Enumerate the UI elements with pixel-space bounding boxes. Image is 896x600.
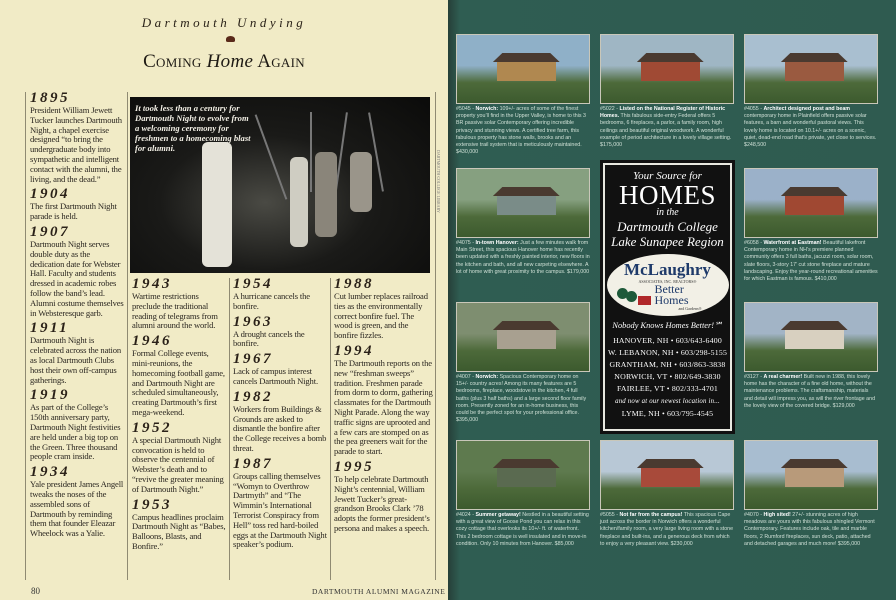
listing-caption xyxy=(600,512,734,548)
timeline-column-4 xyxy=(334,274,434,534)
section-kicker: Dartmouth Undying xyxy=(141,15,307,30)
listing-photo xyxy=(744,34,878,104)
listing-caption xyxy=(456,106,590,156)
timeline-year: 1994 xyxy=(334,342,374,359)
timeline-column-1 xyxy=(30,88,126,539)
mclaughry-ad xyxy=(603,163,732,431)
page-number: 80 xyxy=(31,586,40,596)
listing-id: #4007 - xyxy=(456,374,476,380)
ad-line: in the xyxy=(656,207,679,218)
listing-text: Nestled in a beautiful setting with a great view of Goose Pond you can relax in this cozy cottage that overlooks its 10+/- ft. of waterfront. This 2 bedroom cottage is well insulated and in move-in condition. Only 10 minutes from Hanover. $85,000 xyxy=(456,512,589,547)
leaf-ornament-icon xyxy=(226,36,235,42)
dartmouth-night-photo xyxy=(130,97,430,273)
listing-text: Beautiful lakefront Contemporary home in NH’s premiere planned community offers 3 full baths, jacuzzi room, solar room, slate floors, 3-story 17’ cut stone fireplace and mature landscaping. Enjoy the year-round recreational amenities for which Eastman is famous. $410,000 xyxy=(744,240,878,283)
photo-caption: It took less than a century for Dartmouth Night to evolve from a welcoming ceremony for freshmen to a homecoming blast for alumni. xyxy=(135,103,251,153)
timeline-text: Formal College events, mini-reunions, the homecoming football game, and Dartmouth Night are scheduled simultaneously, creating Dartmouth’s first mega-weekend. xyxy=(132,348,225,417)
column-rule xyxy=(127,92,128,580)
office-list xyxy=(605,335,730,395)
listing-text: Just a few minutes walk from Main Street, this spacious Hanover home has recently been updated with a freshly painted interior, new floors in the kitchen and bath, and all new carpeting elsewhere. A lot of home with great proximity to the campus. $179,000 xyxy=(456,240,590,275)
listing-head: Listed on the National Register of Historic Homes. xyxy=(600,106,726,120)
listing-head: Waterfront at Eastman! xyxy=(763,240,822,246)
column-rule xyxy=(229,278,230,580)
listing-caption xyxy=(744,240,878,283)
listing-head: A real charmer! xyxy=(763,374,803,380)
listing-text: 27+/- stunning acres of high meadows are yours with this fabulous shingled Vermont Contemporary. Features include oak, tile and marble floors, 2 Rumford fireplaces, sun deck, patio, attached and detached garages and much more! $395,000 xyxy=(744,512,875,547)
listing-photo xyxy=(456,302,590,372)
bhg-logo: Better xyxy=(654,282,684,296)
timeline-text: Lack of campus interest cancels Dartmouth Night. xyxy=(233,366,318,386)
listing-text: This fabulous side-entry Federal offers 5 bedrooms, 6 fireplaces, a parlor, a family room, high ceilings and beautiful original woodwork. A wonderful example of period architecture in a lovely village setting. $175,000 xyxy=(600,113,732,149)
tree-icon xyxy=(626,291,637,302)
ad-line: Your Source for xyxy=(633,170,702,182)
listing-id: #4075 - xyxy=(456,240,476,246)
brand-name: McLaughry xyxy=(624,260,711,279)
title-part: Coming xyxy=(143,51,207,72)
listing-photo xyxy=(600,440,734,510)
timeline-year: 1943 xyxy=(132,276,172,292)
office-line: NORWICH, VT • 802/649-3830 xyxy=(614,372,721,381)
timeline-column-2 xyxy=(132,274,228,552)
listing-caption xyxy=(744,512,878,548)
timeline-text: A hurricane cancels the bonfire. xyxy=(233,291,310,311)
listing-head: In-town Hanover: xyxy=(475,240,519,246)
bhg-logo: Homes xyxy=(654,293,689,307)
ad-line: Lake Sunapee Region xyxy=(611,234,724,249)
timeline-year: 1919 xyxy=(30,387,70,404)
listing-photo xyxy=(600,34,734,104)
listing-caption xyxy=(744,374,878,410)
listing-head: Norwich: xyxy=(475,374,499,380)
listing-caption xyxy=(744,106,878,149)
timeline-text: Workers from Buildings & Grounds are asked to dismantle the bonfire after the College receives a bomb threat. xyxy=(233,403,327,453)
timeline-year: 1934 xyxy=(30,464,70,481)
listing-id: #5055 - xyxy=(600,512,620,518)
magazine-name: DARTMOUTH ALUMNI MAGAZINE xyxy=(312,587,446,596)
brand-logo xyxy=(607,254,729,316)
column-rule xyxy=(25,92,26,580)
ad-newest: and now at our newest location in... xyxy=(615,398,720,405)
ad-slogan: Nobody Knows Homes Better!℠ xyxy=(612,321,723,330)
timeline-year: 1987 xyxy=(233,455,273,472)
title-part: Again xyxy=(253,51,305,72)
listing-photo xyxy=(744,440,878,510)
ad-line: Dartmouth College xyxy=(617,219,718,234)
timeline-year: 1995 xyxy=(334,458,374,475)
brand-sub: ASSOCIATES, INC. REALTORS® xyxy=(638,279,697,284)
listing-head: Summer getaway! xyxy=(475,512,521,518)
office-line: W. LEBANON, NH • 603/298-5155 xyxy=(607,348,728,357)
listing-caption xyxy=(456,512,590,548)
office-lyme: LYME, NH • 603/795-4545 xyxy=(621,409,714,418)
listing-id: #6058 - xyxy=(744,240,764,246)
timeline-year: 1911 xyxy=(30,320,70,337)
timeline-year: 1963 xyxy=(233,313,273,330)
listing-text: 109+/- acres of some of the finest property you’ll find in the Upper Valley, is home to this 3 BR passive solar Contemporary offering incredible privacy and stunning views. A certified tree farm, this fabulous property has stone walls, brooks and an extensive trail system that is meticulously maintained. $430,000 xyxy=(456,106,586,156)
timeline-text: Dartmouth Night serves double duty as the dedication date for Webster Hall. Faculty and students dressed in academic robes follow the band’s lead. Alumni costume themselves in Websteresque garb. xyxy=(30,238,124,318)
timeline-text: To help celebrate Dartmouth Night’s centennial, William Jewett Tucker’s great-grandson Brooks Clark ’78 adopts the former president’s persona and makes a speech. xyxy=(334,473,430,533)
timeline-year: 1895 xyxy=(30,90,70,106)
listing-id: #3127 - xyxy=(744,374,764,380)
timeline-text: As part of the College’s 150th anniversary party, Dartmouth Night festivities are held under a big top on the Green. Three thousand people cram inside. xyxy=(30,402,121,462)
listing-id: #5045 - xyxy=(456,106,476,112)
timeline-text: A drought cancels the bonfire. xyxy=(233,328,305,349)
listing-photo xyxy=(744,168,878,238)
listing-head: High sited! xyxy=(763,512,791,518)
office-line: FAIRLEE, VT • 802/333-4701 xyxy=(616,384,719,393)
timeline-year: 1967 xyxy=(233,351,273,368)
column-rule xyxy=(330,278,331,580)
listing-text: Spacious Contemporary home on 15+/- country acres! Among its many features are 5 bedrooms, fireplace, woodstove in the kitchen, 4 full baths (plus 3 half baths) and a large second floor family room. Presently zoned for an in-home business, this could be the perfect spot for your professional office. $395,000 xyxy=(456,374,587,424)
timeline-year: 1953 xyxy=(132,496,172,513)
title-italic: Home xyxy=(206,51,254,72)
ad-headline: HOMES xyxy=(618,180,716,210)
timeline-text: A special Dartmouth Night convocation is held to observe the centennial of Webster’s death and to “revive the greater meaning of Dartmouth Night.” xyxy=(132,434,224,494)
office-line: GRANTHAM, NH • 603/863-3838 xyxy=(609,360,726,369)
listing-id: #4070 - xyxy=(744,512,764,518)
listing-photo xyxy=(744,302,878,372)
timeline-text: Campus headlines proclaim Dartmouth Night as “Babes, Balloons, Blasts, and Bonfire.” xyxy=(132,511,226,551)
photo-credit: DARTMOUTH COLLEGE LIBRARY xyxy=(436,150,441,213)
timeline-column-3 xyxy=(233,274,329,550)
listing-photo xyxy=(456,168,590,238)
listing-head: Norwich: xyxy=(475,106,499,112)
listing-photo xyxy=(456,440,590,510)
timeline-text: President William Jewett Tucker launches Dartmouth Night, a chapel exercise designed “to bring the undergraduate body into sympathetic and intelligent contact with the alumni, the living, and the dead.” xyxy=(30,105,122,184)
listing-text: Built new in 1988, this lovely home has the character of a fine old home, without the maintenance problems. The craftsmanship, materials and detail will impress you, as will the river frontage and the lovely view of the covered bridge. $129,000 xyxy=(744,374,876,409)
listing-id: #4024 - xyxy=(456,512,476,518)
timeline-text: Yale president James Angell tweaks the noses of the assembled sons of Dartmouth by reminding them that founder Eleazar Wheelock was a Yalie. xyxy=(30,479,124,539)
timeline-text: Wartime restrictions preclude the traditional reading of telegrams from alumni around the world. xyxy=(132,291,218,331)
office-line: HANOVER, NH • 603/643-6400 xyxy=(613,336,722,345)
timeline-year: 1982 xyxy=(233,388,273,405)
bhg-logo: and Gardens® xyxy=(678,306,702,311)
timeline-year: 1946 xyxy=(132,333,172,350)
timeline-text: Cut lumber replaces railroad ties as the environmentally correct bonfire fuel. The wood is green, and the bonfire fizzles. xyxy=(334,291,428,341)
page-title xyxy=(0,51,448,73)
timeline-text: Dartmouth Night is celebrated across the nation as local Dartmouth Clubs host their own off-campus gatherings. xyxy=(30,335,122,385)
listing-caption xyxy=(456,240,590,276)
listing-photo xyxy=(456,34,590,104)
house-icon xyxy=(638,296,651,305)
timeline-year: 1904 xyxy=(30,186,70,203)
listing-head: Not far from the campus! xyxy=(619,512,683,518)
timeline-year: 1952 xyxy=(132,419,172,436)
timeline-year: 1954 xyxy=(233,276,273,292)
timeline-text: Groups calling themselves “Womyn to Overthrow Dartmyth” and “The Wimmin’s International Terrorist Conspiracy from Hell” toss red hard-boiled eggs at the Dartmouth Night speaker’s podium. xyxy=(233,470,327,550)
listing-text: This spacious Cape just across the border in Norwich offers a wonderful kitchen/family room, a very large living room with a stone fireplace and built-ins, and a generous deck from which to enjoy a very pleasant view. $230,000 xyxy=(600,512,734,547)
listing-id: #5022 - xyxy=(600,106,620,112)
listing-caption xyxy=(456,374,590,424)
listing-caption xyxy=(600,106,734,149)
timeline-year: 1988 xyxy=(334,276,374,292)
timeline-text: The Dartmouth reports on the new “freshman sweeps” tradition. Freshmen parade from dorm to dorm, gathering classmates for the Dartmouth Night Parade. Along the way traffic signs are uprooted and a few cars are stomped on as the pea greeners wait for the parade to start. xyxy=(334,357,433,457)
listing-head: Architect designed post and beam xyxy=(763,106,850,112)
timeline-year: 1907 xyxy=(30,223,70,240)
timeline-text: The first Dartmouth Night parade is held. xyxy=(30,201,117,222)
listing-id: #4055 - xyxy=(744,106,764,112)
listing-text: contemporary home in Plainfield offers passive solar features, a barn and wonderful pastoral views. This lovely home is located on 10.1+/- acres on a scenic, quiet, dead-end road that’s private, yet close to services. $248,500 xyxy=(744,113,877,149)
